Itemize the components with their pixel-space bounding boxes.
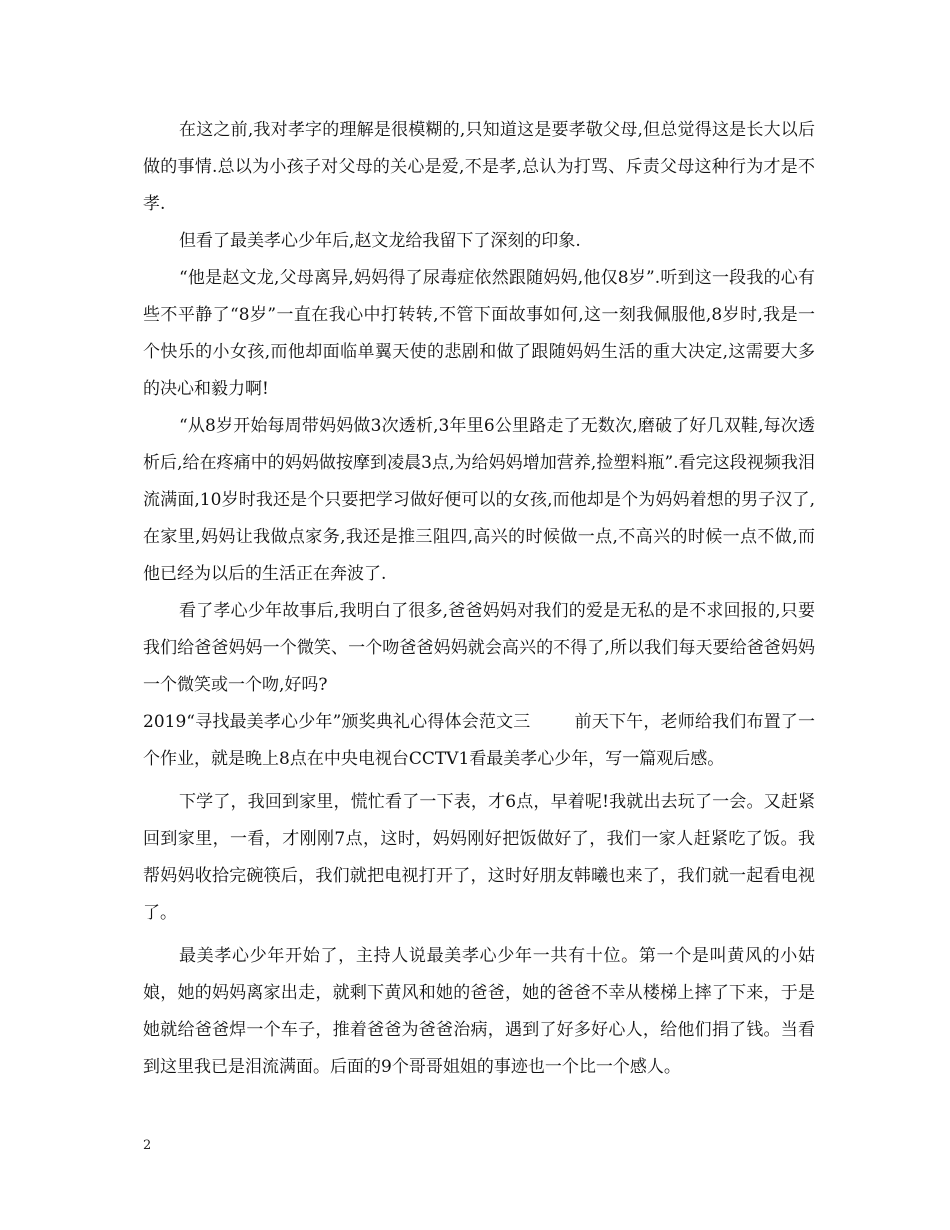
paragraph-2: 但看了最美孝心少年后,赵文龙给我留下了深刻的印象. [179,231,581,251]
section-heading-paragraph [143,704,815,778]
paragraph-6: 下学了，我回到家里，慌忙看了一下表，才6点，早着呢!我就出去玩了一会。又赶紧回到家里，一看，才刚刚7点，这时，妈妈刚好把饭做好了，我们一家人赶紧吃了饭。我帮妈妈收拾完碗筷后，我们就把电视打开了，这时好朋友韩曦也来了，我们就一起看电视了。 [143,792,815,923]
section-title: 2019“寻找最美孝心少年”颁奖典礼心得体会范文三 [143,712,531,732]
section-lead: 前天下午，老师给我们布置了一个作业，就是晚上8点在中央电视台CCTV1看最美孝心少年，写一篇观后感。 [143,712,815,769]
paragraph-7: 最美孝心少年开始了，主持人说最美孝心少年一共有十位。第一个是叫黄风的小姑娘，她的妈妈离家出走，就剩下黄风和她的爸爸，她的爸爸不幸从楼梯上摔了下来，于是她就给爸爸焊一个车子，推着爸爸为爸爸治病，遇到了好多好心人，给他们捐了钱。当看到这里我已是泪流满面。后面的9个哥哥姐姐的事迹也一个比一个感人。 [143,946,815,1077]
page-number: 2 [143,1138,152,1153]
document-body [143,112,815,1086]
paragraph-5: 看了孝心少年故事后,我明白了很多,爸爸妈妈对我们的爱是无私的是不求回报的,只要我们给爸爸妈妈一个微笑、一个吻爸爸妈妈就会高兴的不得了,所以我们每天要给爸爸妈妈一个微笑或一个吻,好吗? [143,601,815,695]
paragraph-4: “从8岁开始每周带妈妈做3次透析,3年里6公里路走了无数次,磨破了好几双鞋,每次透析后,给在疼痛中的妈妈做按摩到凌晨3点,为给妈妈增加营养,捡塑料瓶”.看完这段视频我泪流满面,10岁时我还是个只要把学习做好便可以的女孩,而他却是个为妈妈着想的男子汉了,在家里,妈妈让我做点家务,我还是推三阻四,高兴的时候做一点,不高兴的时候一点不做,而他已经为以后的生活正在奔波了. [143,416,815,584]
paragraph-1: 在这之前,我对孝字的理解是很模糊的,只知道这是要孝敬父母,但总觉得这是长大以后做的事情.总以为小孩子对父母的关心是爱,不是孝,总认为打骂、斥责父母这种行为才是不孝. [143,120,815,214]
paragraph-3: “他是赵文龙,父母离异,妈妈得了尿毒症依然跟随妈妈,他仅8岁”.听到这一段我的心有些不平静了“8岁”一直在我心中打转转,不管下面故事如何,这一刻我佩服他,8岁时,我是一个快乐的小女孩,而他却面临单翼天使的悲剧和做了跟随妈妈生活的重大决定,这需要大多的决心和毅力啊! [143,268,815,399]
